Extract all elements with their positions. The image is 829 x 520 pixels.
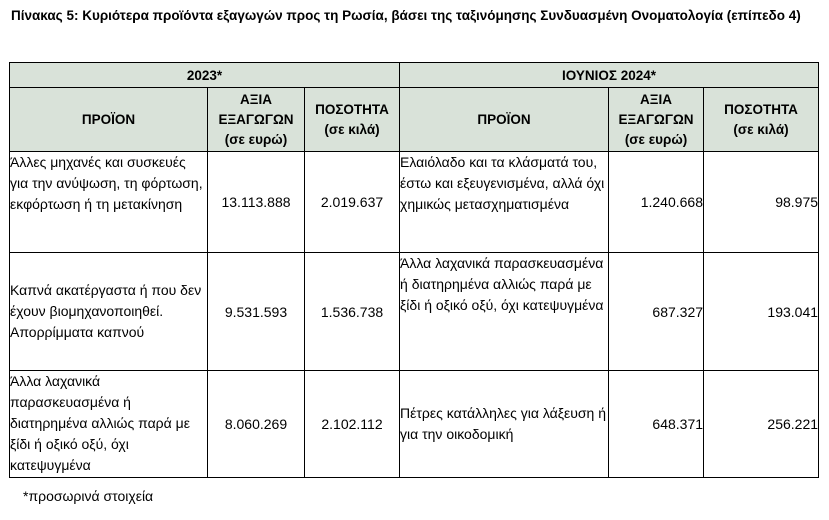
col-header-value-2024: ΑΞΙΑ ΕΞΑΓΩΓΩΝ (σε ευρώ) [609, 88, 704, 152]
col-header-quantity-2024: ΠΟΣΟΤΗΤΑ (σε κιλά) [704, 88, 819, 152]
table-row [10, 152, 819, 253]
value-cell: 9.531.593 [208, 253, 305, 371]
col-header-product: ΠΡΟΪΟΝ [10, 88, 208, 152]
value-cell: 13.113.888 [208, 152, 305, 253]
col-header-product-2024: ΠΡΟΪΟΝ [400, 88, 609, 152]
period-2023: 2023* [10, 63, 400, 88]
table-caption: Πίνακας 5: Κυριότερα προϊόντα εξαγωγών προς τη Ρωσία, βάσει της ταξινόμησης Συνδυασμένη Ονοματολογία (επίπεδο 4) [11, 8, 801, 23]
table-row [10, 371, 819, 478]
value-cell: 648.371 [609, 371, 704, 478]
period-june-2024: ΙΟΥΝΙΟΣ 2024* [400, 63, 819, 88]
product-cell: Άλλα λαχανικά παρασκευασμένα ή διατηρημένα αλλιώς παρά με ξίδι ή οξικό οξύ, όχι κατεψυγμένα [400, 253, 609, 371]
quantity-cell: 2.019.637 [305, 152, 400, 253]
col-header-quantity: ΠΟΣΟΤΗΤΑ (σε κιλά) [305, 88, 400, 152]
product-cell: Ελαιόλαδο και τα κλάσματά του, έστω και εξευγενισμένα, αλλά όχι χημικώς μετασχηματισμένα [400, 152, 609, 253]
value-cell: 8.060.269 [208, 371, 305, 478]
product-cell: Καπνά ακατέργαστα ή που δεν έχουν βιομηχανοποιηθεί. Απορρίμματα καπνού [10, 253, 208, 371]
product-cell: Πέτρες κατάλληλες για λάξευση ή για την οικοδομική [400, 371, 609, 478]
product-cell: Άλλες μηχανές και συσκευές για την ανύψωση, τη φόρτωση, εκφόρτωση ή τη μετακίνηση [10, 152, 208, 253]
footnote: *προσωρινά στοιχεία [23, 488, 154, 504]
quantity-cell: 256.221 [704, 371, 819, 478]
quantity-cell: 193.041 [704, 253, 819, 371]
value-cell: 687.327 [609, 253, 704, 371]
quantity-cell: 98.975 [704, 152, 819, 253]
col-header-value: ΑΞΙΑ ΕΞΑΓΩΓΩΝ (σε ευρώ) [208, 88, 305, 152]
value-cell: 1.240.668 [609, 152, 704, 253]
column-header-row [10, 88, 819, 152]
period-header-row [10, 63, 819, 88]
product-cell: Άλλα λαχανικά παρασκευασμένα ή διατηρημένα αλλιώς παρά με ξίδι ή οξικό οξύ, όχι κατεψυγμένα [10, 371, 208, 478]
quantity-cell: 2.102.112 [305, 371, 400, 478]
table-row [10, 253, 819, 371]
exports-table [9, 62, 819, 478]
quantity-cell: 1.536.738 [305, 253, 400, 371]
